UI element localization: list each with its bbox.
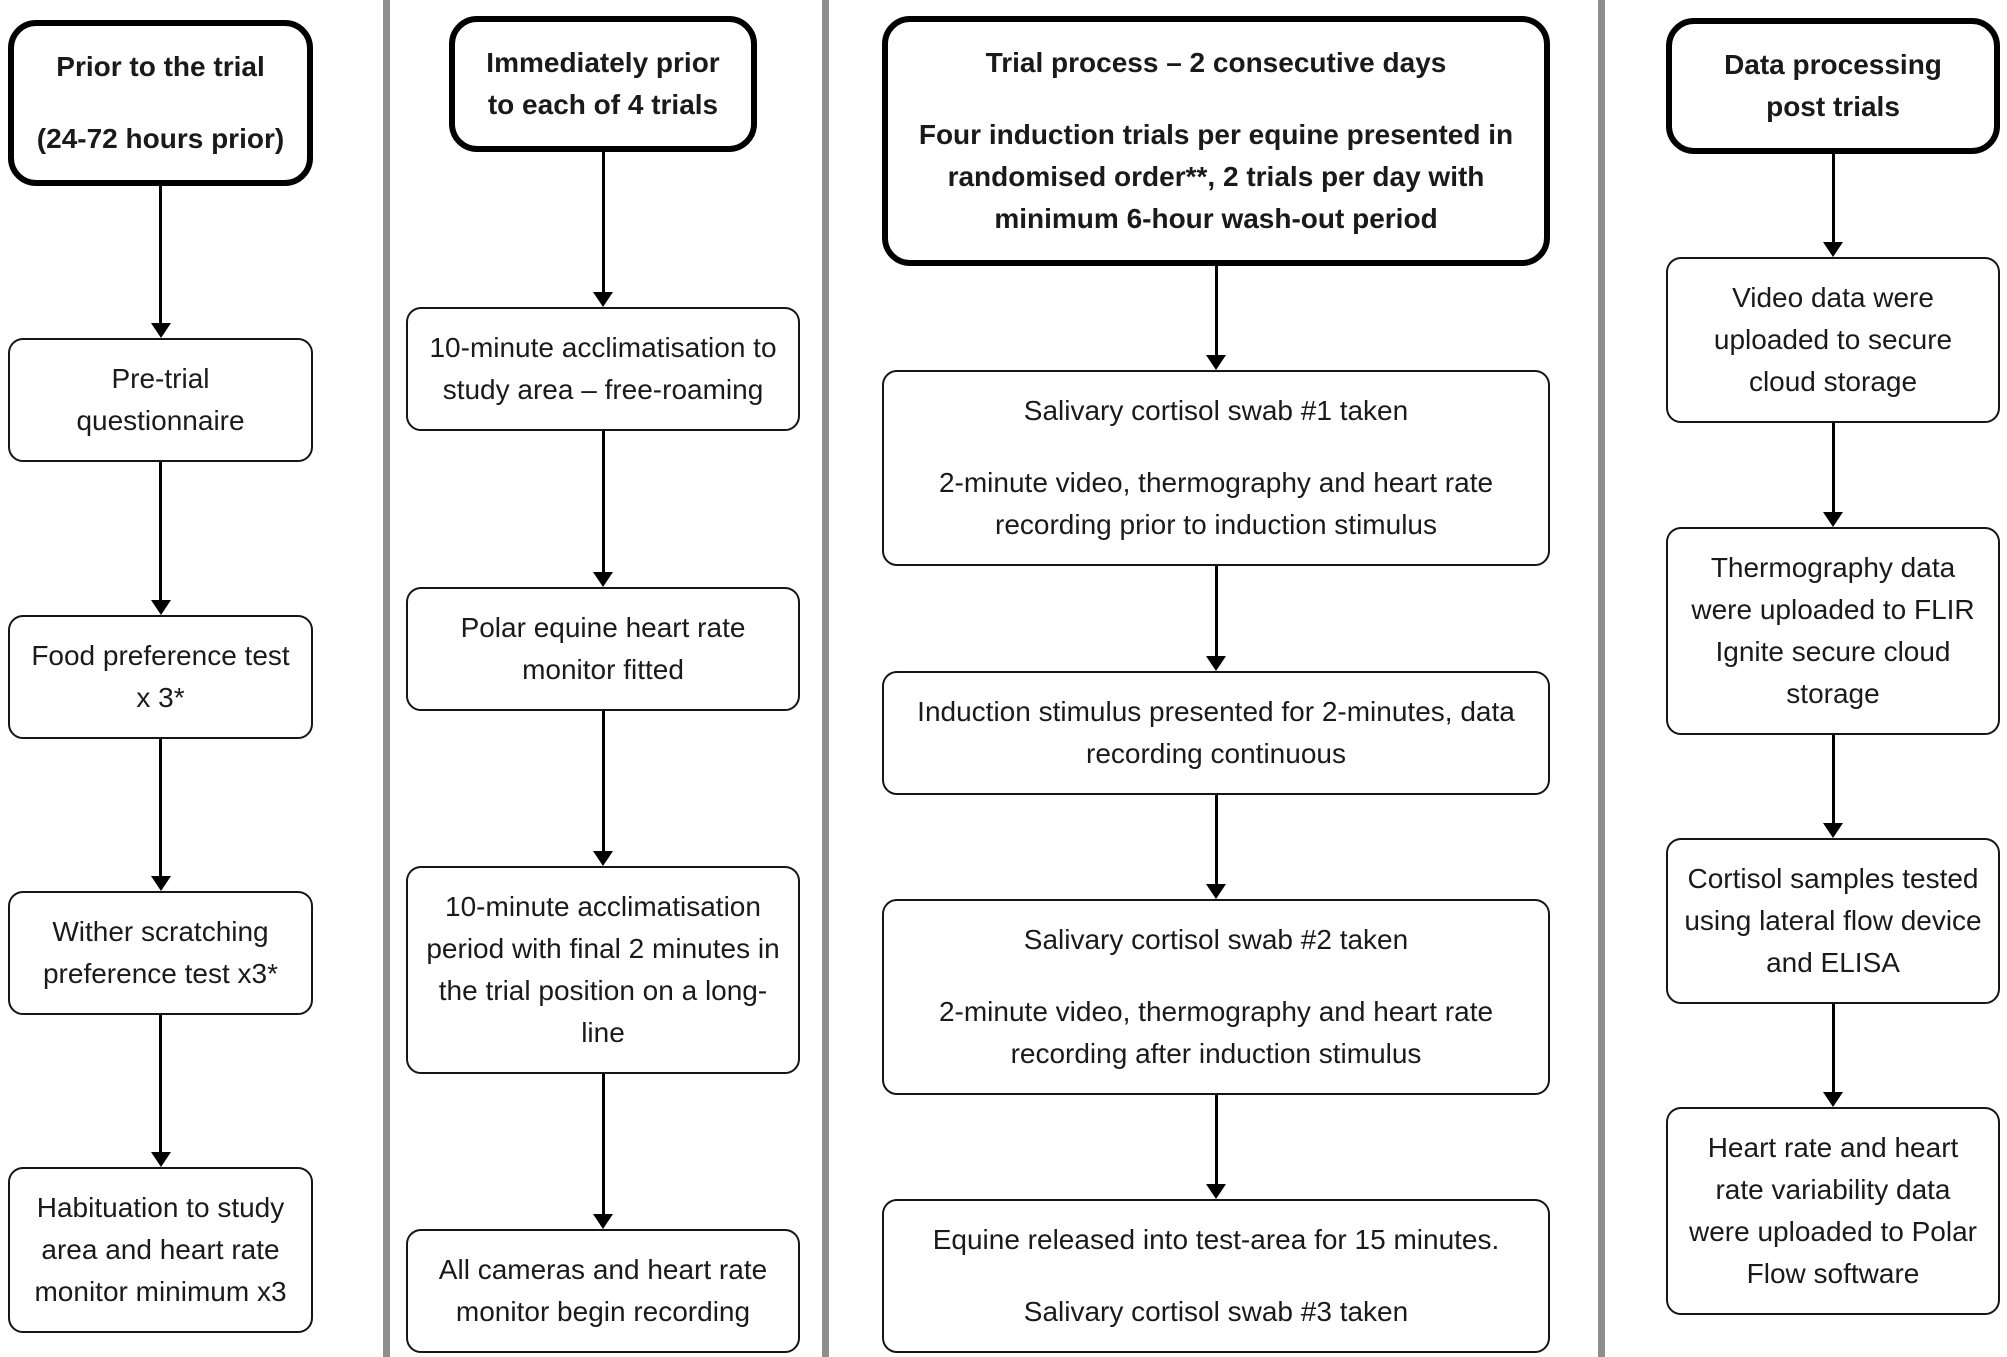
flow-box-cortisol-testing	[1666, 838, 2000, 1004]
arrow-shaft	[1215, 266, 1218, 355]
arrow-head-icon	[1823, 512, 1843, 527]
box-text: Cortisol samples tested using lateral flow device and ELISA	[1684, 862, 1982, 978]
flow-box-induction-stimulus	[882, 671, 1550, 795]
flow-box-video-upload	[1666, 257, 2000, 423]
box-text: Video data were uploaded to secure cloud storage	[1713, 282, 1953, 398]
box-text: Habituation to study area and heart rate monitor minimum x3	[34, 1192, 287, 1307]
arrow-shaft	[159, 739, 162, 876]
header-text: Four induction trials per equine presented in randomised order**, 2 trials per day with minimum 6-hour wash-out period	[918, 119, 1514, 234]
flow-box-begin-recording	[406, 1229, 800, 1353]
down-arrow	[151, 1015, 171, 1167]
down-arrow	[1206, 795, 1226, 899]
box-text: Pre-trial questionnaire	[76, 363, 245, 437]
header-box-prior-to-trial	[8, 20, 313, 186]
down-arrow	[593, 152, 613, 307]
header-text: Data processing post trials	[1724, 49, 1942, 122]
arrow-shaft	[602, 431, 605, 571]
arrow-head-icon	[1206, 1184, 1226, 1199]
arrow-head-icon	[151, 323, 171, 338]
arrow-shaft	[602, 152, 605, 292]
arrow-head-icon	[593, 572, 613, 587]
arrow-head-icon	[1206, 656, 1226, 671]
flow-box-thermography-upload	[1666, 527, 2000, 735]
arrow-shaft	[602, 1074, 605, 1214]
down-arrow	[1206, 266, 1226, 370]
flow-box-swab-1	[882, 370, 1550, 566]
column-data-processing	[1666, 18, 2000, 1315]
down-arrow	[593, 431, 613, 586]
down-arrow	[593, 1074, 613, 1229]
down-arrow	[1206, 566, 1226, 670]
down-arrow	[1823, 423, 1843, 526]
header-text: (24-72 hours prior)	[36, 123, 285, 154]
column-immediately-prior	[406, 16, 800, 1353]
flow-box-swab-2	[882, 899, 1550, 1095]
arrow-shaft	[1832, 154, 1835, 242]
arrow-shaft	[1215, 566, 1218, 655]
arrow-head-icon	[151, 876, 171, 891]
down-arrow	[151, 739, 171, 891]
box-text: Food preference test x 3*	[31, 639, 290, 713]
arrow-head-icon	[593, 851, 613, 866]
down-arrow	[1823, 735, 1843, 838]
arrow-head-icon	[1823, 823, 1843, 838]
flow-box-acclimatisation-free-roaming	[406, 307, 800, 431]
flow-box-habituation	[8, 1167, 313, 1333]
arrow-head-icon	[1823, 1092, 1843, 1107]
flow-box-wither-scratching	[8, 891, 313, 1015]
box-text: 2-minute video, thermography and heart rate recording after induction stimulus	[938, 995, 1494, 1069]
arrow-head-icon	[1206, 355, 1226, 370]
header-box-trial-process	[882, 16, 1550, 266]
box-text: 10-minute acclimatisation period with final 2 minutes in the trial position on a long-line	[426, 890, 780, 1048]
arrow-shaft	[159, 186, 162, 323]
header-text: Prior to the trial	[56, 51, 265, 82]
arrow-shaft	[602, 711, 605, 851]
box-text: Salivary cortisol swab #1 taken	[1023, 395, 1409, 427]
arrow-shaft	[1832, 735, 1835, 823]
arrow-head-icon	[151, 600, 171, 615]
box-text: Polar equine heart rate monitor fitted	[460, 611, 746, 685]
arrow-shaft	[1215, 1095, 1218, 1184]
down-arrow	[151, 186, 171, 338]
flow-box-heart-rate-upload	[1666, 1107, 2000, 1315]
column-separator	[1598, 0, 1605, 1357]
header-box-data-processing	[1666, 18, 2000, 154]
box-text: All cameras and heart rate monitor begin recording	[438, 1254, 768, 1327]
flow-box-heart-rate-monitor-fitted	[406, 587, 800, 711]
column-prior-to-trial	[8, 20, 313, 1333]
header-text: Immediately prior to each of 4 trials	[486, 47, 720, 120]
box-text: Thermography data were uploaded to FLIR Ignite secure cloud storage	[1691, 551, 1975, 709]
arrow-shaft	[159, 1015, 162, 1152]
arrow-head-icon	[593, 292, 613, 307]
box-text: Wither scratching preference test x3*	[42, 915, 279, 989]
box-text: Induction stimulus presented for 2-minutes, data recording continuous	[917, 695, 1515, 769]
down-arrow	[1206, 1095, 1226, 1199]
arrow-head-icon	[1823, 242, 1843, 257]
box-text: Equine released into test-area for 15 minutes.	[932, 1224, 1500, 1255]
flow-box-released-swab-3	[882, 1199, 1550, 1353]
box-text: Salivary cortisol swab #2 taken	[1023, 923, 1409, 955]
box-text: Heart rate and heart rate variability data were uploaded to Polar Flow software	[1689, 1132, 1977, 1289]
flow-box-food-preference	[8, 615, 313, 739]
down-arrow	[1823, 154, 1843, 257]
box-text: 2-minute video, thermography and heart rate recording prior to induction stimulus	[938, 467, 1494, 541]
arrow-shaft	[159, 462, 162, 599]
column-trial-process	[882, 16, 1550, 1353]
arrow-shaft	[1832, 1004, 1835, 1092]
down-arrow	[1823, 1004, 1843, 1107]
flow-box-pretrial-questionnaire	[8, 338, 313, 462]
box-text: 10-minute acclimatisation to study area – free-roaming	[429, 332, 777, 406]
arrow-head-icon	[151, 1152, 171, 1167]
header-box-immediately-prior	[449, 16, 756, 152]
down-arrow	[151, 462, 171, 614]
arrow-head-icon	[1206, 884, 1226, 899]
column-separator	[383, 0, 390, 1357]
arrow-shaft	[1215, 795, 1218, 884]
arrow-shaft	[1832, 423, 1835, 511]
column-separator	[822, 0, 829, 1357]
box-text: Salivary cortisol swab #3 taken	[1023, 1296, 1409, 1327]
header-text: Trial process – 2 consecutive days	[985, 47, 1447, 78]
down-arrow	[593, 711, 613, 866]
flow-box-acclimatisation-period	[406, 866, 800, 1074]
arrow-head-icon	[593, 1214, 613, 1229]
